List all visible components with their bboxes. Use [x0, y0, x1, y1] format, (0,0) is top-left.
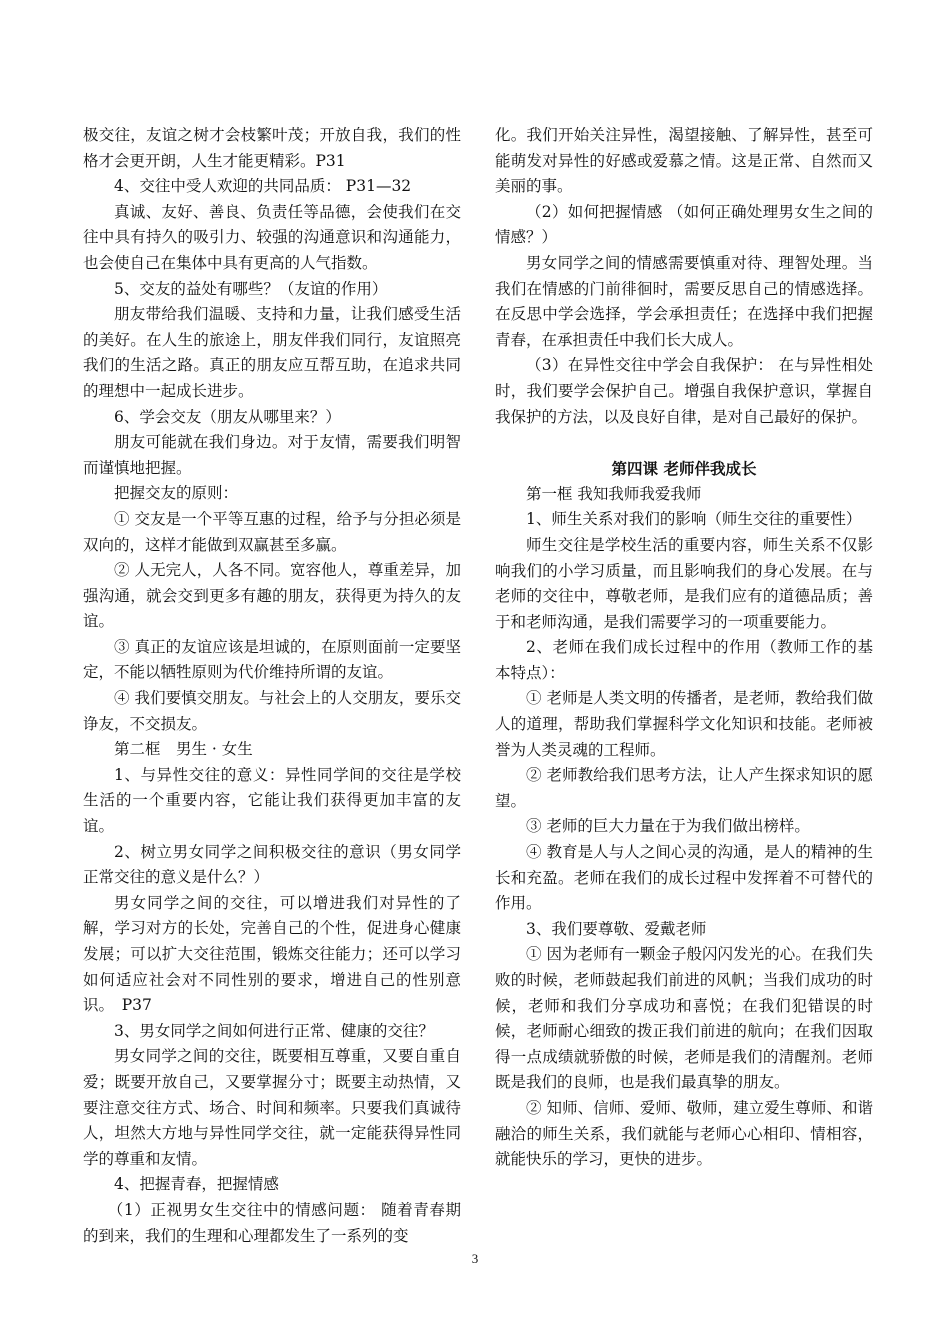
left-column [83, 123, 461, 1249]
paragraph: ④ 教育是人与人之间心灵的沟通，是人的精神的生长和充盈。老师在我们的成长过程中发挥着不可替代的作用。 [495, 843, 873, 913]
paragraph: 男女同学之间的情感需要慎重对待、理智处理。当我们在情感的门前徘徊时，需要反思自己的情感选择。在反思中学会选择，学会承担责任；在选择中我们把握青春，在承担责任中我们长大成人。 [495, 253, 873, 349]
paragraph: 1、师生关系对我们的影响（师生交往的重要性） [526, 510, 862, 529]
paragraph: 第二框 男生 · 女生 [114, 740, 253, 759]
paragraph: （3）在异性交往中学会自我保护： 在与异性相处时，我们要学会保护自己。增强自我保护意识，掌握自我保护的方法，以及良好自律，是对自己最好的保护。 [495, 356, 873, 426]
paragraph: 极交往，友谊之树才会枝繁叶茂；开放自我，我们的性格才会更开朗，人生才能更精彩。P31 [83, 126, 461, 170]
paragraph: 朋友可能就在我们身边。对于友情，需要我们明智而谨慎地把握。 [83, 433, 461, 477]
paragraph: 3、男女同学之间如何进行正常、健康的交往？ [114, 1021, 434, 1040]
paragraph: 1、与异性交往的意义：异性同学间的交往是学校生活的一个重要内容，它能让我们获得更加丰富的友谊。 [83, 765, 461, 836]
paragraph: ④ 我们要慎交朋友。与社会上的人交朋友，要乐交诤友，不交损友。 [83, 689, 461, 733]
right-column-bottom [495, 482, 873, 1173]
paragraph: 3、我们要尊敬、爱戴老师 [526, 919, 707, 938]
paragraph: ① 老师是人类文明的传播者，是老师，教给我们做人的道理，帮助我们掌握科学文化知识和技能。老师被誉为人类灵魂的工程师。 [495, 689, 873, 759]
paragraph: ① 交友是一个平等互惠的过程，给予与分担必须是双向的，这样才能做到双赢甚至多赢。 [83, 509, 461, 554]
right-column [495, 123, 873, 1173]
paragraph: 5、交友的益处有哪些？（友谊的作用） [114, 279, 388, 298]
paragraph: 6、学会交友（朋友从哪里来？） [114, 407, 341, 426]
lesson-title: 第四课 老师伴我成长 [611, 459, 757, 479]
paragraph: ① 因为老师有一颗金子般闪闪发光的心。在我们失败的时候，老师鼓起我们前进的风帆；当我们成功的时候，老师和我们分享成功和喜悦；在我们犯错误的时候，老师耐心细致的拨正我们前进的航向；在我们因取得一点成绩就骄傲的时候，老师是我们的清醒剂。老师既是我们的良师，也是我们最真挚的朋友。 [495, 945, 873, 1092]
paragraph: 真诚、友好、善良、负责任等品德，会使我们在交往中具有持久的吸引力、较强的沟通意识和沟通能力，也会使自己在集体中具有更高的人气指数。 [83, 202, 461, 272]
paragraph: ② 老师教给我们思考方法，让人产生探求知识的愿望。 [495, 766, 873, 810]
paragraph: 朋友带给我们温暖、支持和力量，让我们感受生活的美好。在人生的旅途上，朋友伴我们同行，友谊照亮我们的生活之路。真正的朋友应互帮互助，在追求共同的理想中一起成长进步。 [83, 305, 461, 400]
paragraph: 第一框 我知我师我爱我师 [526, 484, 702, 503]
paragraph: 把握交友的原则： [114, 484, 239, 503]
paragraph: ③ 真正的友谊应该是坦诚的，在原则面前一定要坚定，不能以牺牲原则为代价维持所谓的友谊。 [83, 637, 461, 682]
paragraph: （1）正视男女生交往中的情感问题： 随着青春期的到来，我们的生理和心理都发生了一系列的变 [83, 1200, 461, 1245]
paragraph: ② 人无完人，人各不同。宽容他人，尊重差异，加强沟通，就会交到更多有趣的朋友，获得更为持久的友谊。 [83, 561, 461, 631]
page-number: 3 [471, 1251, 479, 1266]
paragraph: ② 知师、信师、爱师、敬师，建立爱生尊师、和谐融洽的师生关系，我们就能与老师心心相印、情相容，就能快乐的学习，更快的进步。 [495, 1098, 873, 1169]
paragraph: （2）如何把握情感 （如何正确处理男女生之间的情感？） [495, 202, 873, 247]
paragraph: 4、交往中受人欢迎的共同品质： P31—32 [114, 177, 412, 196]
paragraph: ③ 老师的巨大力量在于为我们做出榜样。 [526, 817, 810, 836]
right-column-top [495, 123, 873, 430]
paragraph: 2、老师在我们成长过程中的作用（教师工作的基本特点）： [495, 638, 873, 682]
section-gap [495, 430, 873, 456]
paragraph: 男女同学之间的交往，既要相互尊重，又要自重自爱；既要开放自己，又要掌握分寸；既要主动热情，又要注意交往方式、场合、时间和频率。只要我们真诚待人，坦然大方地与异性同学交往，就一定能获得异性同学的尊重和友情。 [83, 1047, 461, 1168]
paragraph: 男女同学之间的交往，可以增进我们对异性的了解，学习对方的长处，完善自己的个性，促进身心健康发展；可以扩大交往范围，锻炼交往能力；还可以学习如何适应社会对不同性别的要求，增进自己的性别意识。 P37 [83, 893, 461, 1015]
paragraph: 化。我们开始关注异性，渴望接触、了解异性，甚至可能萌发对异性的好感或爱慕之情。这是正常、自然而又美丽的事。 [495, 126, 873, 196]
paragraph: 2、树立男女同学之间积极交往的意识（男女同学正常交往的意义是什么？） [83, 842, 461, 887]
paragraph: 4、把握青春，把握情感 [114, 1175, 279, 1194]
paragraph: 师生交往是学校生活的重要内容，师生关系不仅影响我们的小学习质量，而且影响我们的身心发展。在与老师的交往中，尊敬老师，是我们应有的道德品质；善于和老师沟通，是我们需要学习的一项重要能力。 [495, 535, 873, 631]
